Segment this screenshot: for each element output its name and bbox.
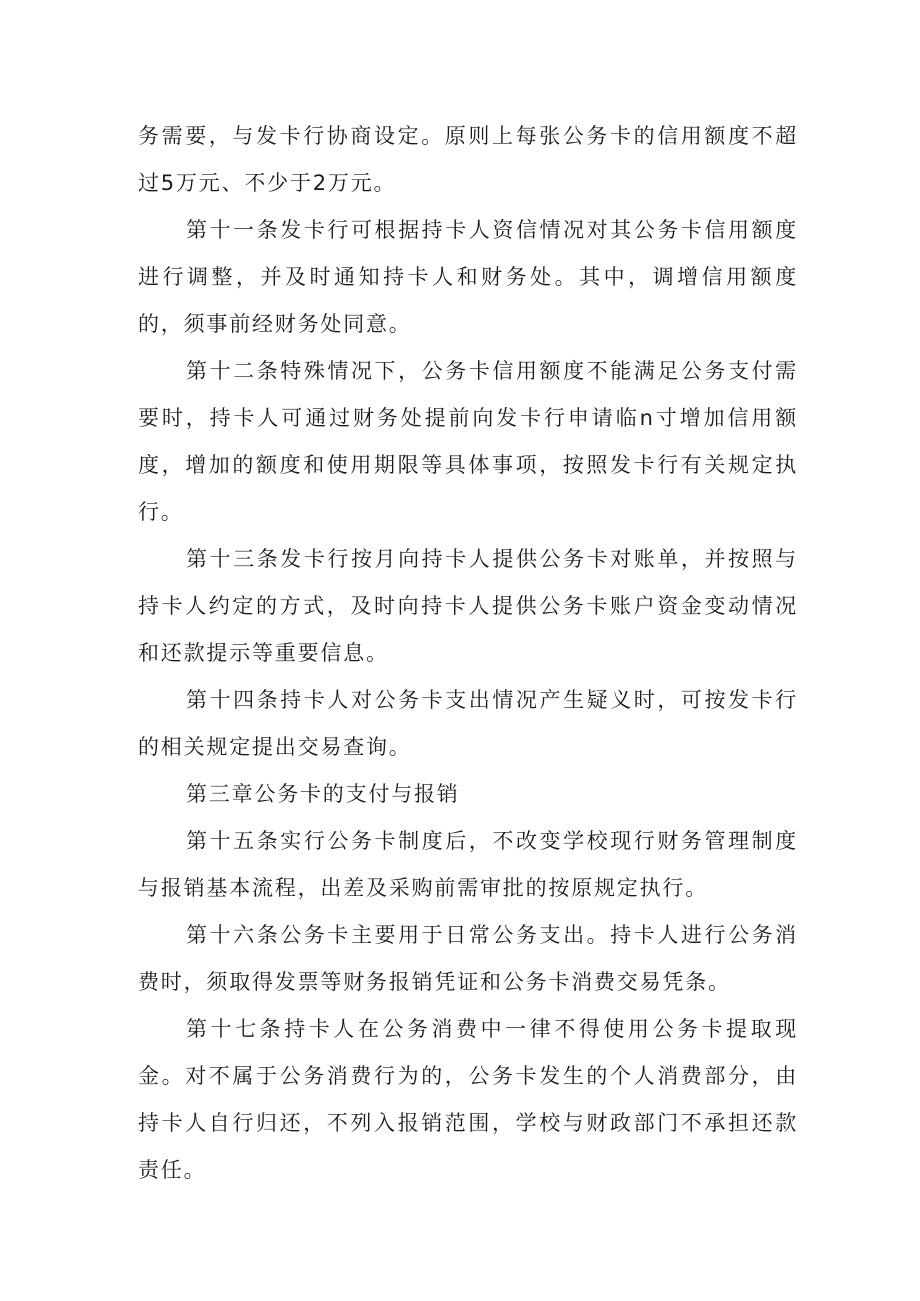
- paragraph-article-12: 第十二条特殊情况下，公务卡信用额度不能满足公务支付需要时，持卡人可通过财务处提前向发卡行申请临n寸增加信用额度，增加的额度和使用期限等具体事项，按照发卡行有关规定执行。: [138, 359, 798, 524]
- document-body: [138, 113, 798, 1194]
- paragraph-article-11: 第十一条发卡行可根据持卡人资信情况对其公务卡信用额度进行调整，并及时通知持卡人和财务处。其中，调增信用额度的，须事前经财务处同意。: [138, 218, 798, 336]
- paragraph-continued: 务需要，与发卡行协商设定。原则上每张公务卡的信用额度不超过5万元、不少于2万元。: [138, 124, 798, 195]
- paragraph-article-13: 第十三条发卡行按月向持卡人提供公务卡对账单，并按照与持卡人约定的方式，及时向持卡人提供公务卡账户资金变动情况和还款提示等重要信息。: [138, 547, 798, 665]
- paragraph-article-17: 第十七条持卡人在公务消费中一律不得使用公务卡提取现金。对不属于公务消费行为的，公务卡发生的个人消费部分，由持卡人自行归还，不列入报销范围，学校与财政部门不承担还款责任。: [138, 1017, 798, 1182]
- paragraph-article-16: 第十六条公务卡主要用于日常公务支出。持卡人进行公务消费时，须取得发票等财务报销凭证和公务卡消费交易凭条。: [138, 923, 798, 994]
- chapter-heading-3: 第三章公务卡的支付与报销: [186, 782, 460, 806]
- paragraph-article-15: 第十五条实行公务卡制度后，不改变学校现行财务管理制度与报销基本流程，出差及采购前需审批的按原规定执行。: [138, 829, 798, 900]
- paragraph-article-14: 第十四条持卡人对公务卡支出情况产生疑义时，可按发卡行的相关规定提出交易查询。: [138, 688, 798, 759]
